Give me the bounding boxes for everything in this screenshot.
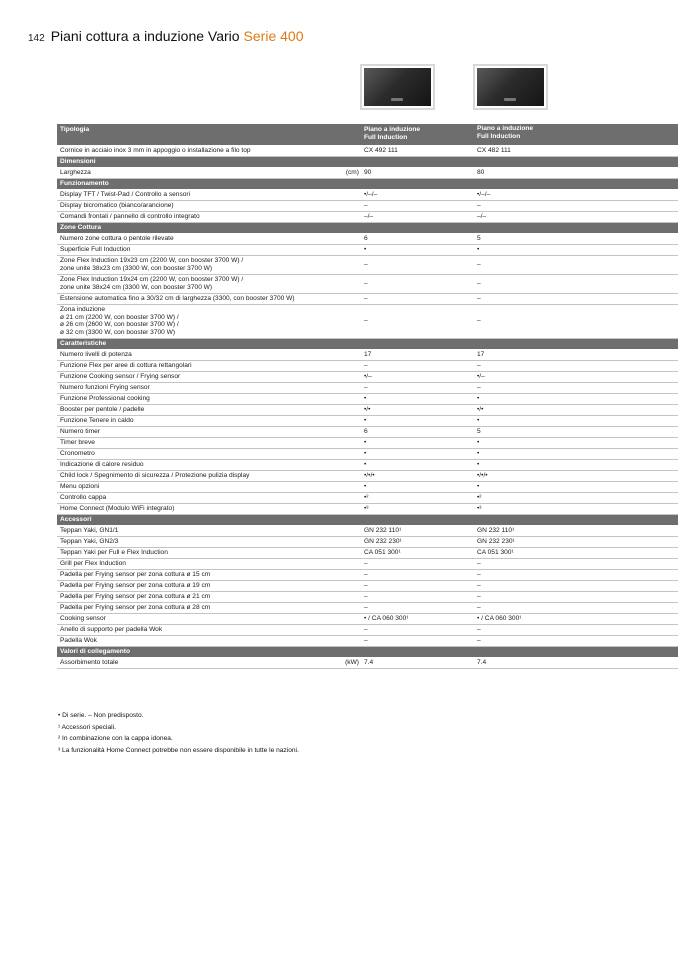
table-row <box>57 234 678 245</box>
row-label: Larghezza <box>60 169 91 177</box>
row-value-cx492: – <box>364 202 368 210</box>
row-value-cx492: – <box>364 294 368 302</box>
row-label: Padella per Frying sensor per zona cottura ø 15 cm <box>60 571 211 579</box>
row-value-cx492: •/• <box>364 406 371 414</box>
row-value-cx492: – <box>364 637 368 645</box>
row-value-cx492: 6 <box>364 235 368 243</box>
row-label: Funzione Tenere in caldo <box>60 417 134 425</box>
row-label: Assorbimento totale <box>60 659 119 667</box>
row-value-cx492: GN 232 110¹ <box>364 527 402 535</box>
table-row <box>57 614 678 625</box>
row-value-cx492: • <box>364 417 367 425</box>
row-value-cx482: • <box>477 483 480 491</box>
section-header: Valori di collegamento <box>57 647 678 658</box>
row-value-cx492: – <box>364 582 368 590</box>
row-value-cx492: • <box>364 461 367 469</box>
row-label: Funzione Cooking sensor / Frying sensor <box>60 373 181 381</box>
section-header: Funzionamento <box>57 179 678 190</box>
row-value-cx482: GN 232 110¹ <box>477 527 515 535</box>
row-value-cx492: – <box>364 384 368 392</box>
row-value-cx482: – <box>477 362 481 370</box>
page-number: 142 <box>28 33 45 44</box>
table-row <box>57 526 678 537</box>
row-label: Funzione Flex per aree di cottura rettangolari <box>60 362 192 370</box>
table-header <box>57 124 678 146</box>
row-value-cx482: 80 <box>477 169 485 177</box>
page-title: Piani cottura a induzione Vario <box>50 28 240 44</box>
table-row <box>57 449 678 460</box>
row-value-cx492: – <box>364 571 368 579</box>
row-label: Numero funzioni Frying sensor <box>60 384 150 392</box>
row-value-cx492: •³ <box>364 505 369 513</box>
row-value-cx482: – <box>477 571 481 579</box>
row-value-cx492: •/•/• <box>364 472 375 480</box>
row-label: Cooking sensor <box>60 615 106 623</box>
table-row <box>57 146 678 157</box>
page-header <box>28 28 303 44</box>
row-label: Estensione automatica fino a 30/32 cm di larghezza (3300, con booster 3700 W) <box>60 294 295 302</box>
row-value-cx492: – <box>364 604 368 612</box>
row-value-cx492: •/–/– <box>364 191 378 199</box>
row-value-cx492: 6 <box>364 428 368 436</box>
row-value-cx492: GN 232 230¹ <box>364 538 402 546</box>
table-row <box>57 405 678 416</box>
table-row <box>57 190 678 201</box>
row-label: Numero zone cottura o pentole rilevate <box>60 235 174 243</box>
table-row <box>57 471 678 482</box>
header-label: Tipologia <box>60 126 90 133</box>
row-value-cx482: • / CA 060 300¹ <box>477 615 522 623</box>
table-row <box>57 212 678 223</box>
table-row <box>57 460 678 471</box>
row-label: Cronometro <box>60 450 95 458</box>
row-value-cx482: •³ <box>477 505 482 513</box>
row-value-cx492: – <box>364 317 368 325</box>
row-value-cx492: • <box>364 395 367 403</box>
table-row <box>57 537 678 548</box>
row-value-cx492: • <box>364 246 367 254</box>
table-row <box>57 294 678 305</box>
row-label: Anello di supporto per padella Wok <box>60 626 163 634</box>
row-value-cx492: •² <box>364 494 369 502</box>
row-label: Display bicromatico (bianco/arancione) <box>60 202 174 210</box>
row-label: Cornice in acciaio inox 3 mm in appoggio o installazione a filo top <box>60 147 251 155</box>
row-label: Display TFT / Twist-Pad / Controllo a sensori <box>60 191 191 199</box>
row-label: Numero timer <box>60 428 100 436</box>
row-value-cx482: • <box>477 450 480 458</box>
table-row <box>57 581 678 592</box>
row-value-cx482: •² <box>477 494 482 502</box>
row-value-cx492: CX 492 111 <box>364 147 398 155</box>
row-value-cx482: – <box>477 260 481 268</box>
table-row <box>57 383 678 394</box>
row-value-cx482: • <box>477 417 480 425</box>
table-row <box>57 427 678 438</box>
row-label: Padella per Frying sensor per zona cottura ø 28 cm <box>60 604 211 612</box>
row-label: Timer breve <box>60 439 95 447</box>
row-value-cx482: CX 482 111 <box>477 147 511 155</box>
row-value-cx482: – <box>477 560 481 568</box>
spec-table <box>57 124 678 669</box>
row-value-cx482: GN 232 230¹ <box>477 538 515 546</box>
table-row <box>57 245 678 256</box>
row-value-cx482: – <box>477 202 481 210</box>
row-value-cx492: – <box>364 260 368 268</box>
row-value-cx482: • <box>477 246 480 254</box>
row-value-cx492: – <box>364 626 368 634</box>
table-row <box>57 493 678 504</box>
row-value-cx482: 5 <box>477 428 481 436</box>
row-value-cx482: – <box>477 593 481 601</box>
row-label: Zone Flex Induction 19x23 cm (2200 W, con booster 3700 W) / zone unite 38x23 cm (3300 W, con booster 3700 W) <box>60 257 244 272</box>
row-value-cx492: •/– <box>364 373 372 381</box>
row-value-cx482: – <box>477 384 481 392</box>
row-value-cx482: – <box>477 294 481 302</box>
table-row <box>57 438 678 449</box>
product-image-cx482 <box>473 64 548 110</box>
row-label: Teppan Yaki, GN1/1 <box>60 527 119 535</box>
table-row <box>57 482 678 493</box>
row-value-cx482: •/–/– <box>477 191 491 199</box>
row-label: Controllo cappa <box>60 494 107 502</box>
row-label: Booster per pentole / padelle <box>60 406 145 414</box>
table-row <box>57 504 678 515</box>
row-label: Superficie Full Induction <box>60 246 131 254</box>
row-value-cx482: – <box>477 626 481 634</box>
table-row <box>57 548 678 559</box>
row-value-cx492: 17 <box>364 351 372 359</box>
table-row <box>57 570 678 581</box>
row-value-cx482: •/•/• <box>477 472 488 480</box>
header-col1: Piano a induzione Full Induction <box>364 126 421 141</box>
section-header: Caratteristiche <box>57 339 678 350</box>
row-value-cx482: – <box>477 317 481 325</box>
row-value-cx482: – <box>477 637 481 645</box>
table-row <box>57 361 678 372</box>
table-row <box>57 201 678 212</box>
row-value-cx492: – <box>364 593 368 601</box>
row-value-cx482: •/• <box>477 406 484 414</box>
table-row <box>57 256 678 275</box>
row-value-cx482: 5 <box>477 235 481 243</box>
row-value-cx482: – <box>477 582 481 590</box>
row-value-cx492: • <box>364 450 367 458</box>
row-label: Padella per Frying sensor per zona cottura ø 19 cm <box>60 582 211 590</box>
header-col2: Piano a induzione Full Induction <box>477 125 534 140</box>
table-row <box>57 168 678 179</box>
row-value-cx482: • <box>477 439 480 447</box>
row-value-cx482: – <box>477 604 481 612</box>
row-value-cx482: CA 051 300¹ <box>477 549 514 557</box>
row-label: Funzione Professional cooking <box>60 395 150 403</box>
table-row <box>57 372 678 383</box>
row-value-cx492: – <box>364 279 368 287</box>
table-row <box>57 275 678 294</box>
row-value-cx492: – <box>364 362 368 370</box>
row-label: Indicazione di calore residuo <box>60 461 144 469</box>
row-label: Numero livelli di potenza <box>60 351 132 359</box>
row-value-cx492: • <box>364 439 367 447</box>
row-value-cx492: • <box>364 483 367 491</box>
table-row <box>57 305 678 340</box>
legend-line: ² In combinazione con la cappa idonea. <box>58 735 173 742</box>
table-row <box>57 394 678 405</box>
table-row <box>57 636 678 647</box>
row-label: Zone Flex Induction 19x24 cm (2200 W, con booster 3700 W) / zone unite 38x24 cm (3300 W, con booster 3700 W) <box>60 275 244 291</box>
table-row <box>57 625 678 636</box>
row-label: Home Connect (Modulo WiFi integrato) <box>60 505 175 513</box>
row-value-cx492: –/– <box>364 213 374 221</box>
row-value-cx492: CA 051 300¹ <box>364 549 401 557</box>
row-label: Child lock / Spegnimento di sicurezza / Protezione pulizia display <box>60 472 250 480</box>
row-value-cx492: – <box>364 560 368 568</box>
row-label: Padella Wok <box>60 637 97 645</box>
row-value-cx482: – <box>477 279 481 287</box>
table-row <box>57 559 678 570</box>
row-value-cx482: •/– <box>477 373 485 381</box>
row-label: Comandi frontali / pannello di controllo integrato <box>60 213 200 221</box>
table-row <box>57 416 678 427</box>
product-image-cx492 <box>360 64 435 110</box>
section-header: Dimensioni <box>57 157 678 168</box>
row-value-cx482: 17 <box>477 351 485 359</box>
legend-line: ¹ Accessori speciali. <box>58 723 116 731</box>
table-row <box>57 592 678 603</box>
table-row <box>57 658 678 669</box>
legend <box>58 710 299 756</box>
row-value-cx482: 7.4 <box>477 659 487 667</box>
row-value-cx482: • <box>477 461 480 469</box>
row-unit: (cm) <box>345 169 359 177</box>
row-value-cx492: • / CA 060 300¹ <box>364 615 409 623</box>
row-value-cx492: 7.4 <box>364 659 374 667</box>
table-row <box>57 603 678 614</box>
legend-line: • Di serie. – Non predisposto. <box>58 712 144 719</box>
section-header: Zone Cottura <box>57 223 678 234</box>
legend-line: ³ La funzionalità Home Connect potrebbe non essere disponibile in tutte le nazioni. <box>58 746 299 754</box>
row-label: Menu opzioni <box>60 483 100 491</box>
page-title-series: Serie 400 <box>243 28 304 44</box>
row-label: Teppan Yaki, GN2/3 <box>60 538 119 546</box>
table-row <box>57 350 678 361</box>
row-unit: (kW) <box>345 659 359 667</box>
row-value-cx482: • <box>477 395 480 403</box>
row-label: Padella per Frying sensor per zona cottura ø 21 cm <box>60 593 211 601</box>
row-value-cx492: 90 <box>364 169 372 177</box>
section-header: Accessori <box>57 515 678 526</box>
row-label: Zona induzione ø 21 cm (2200 W, con booster 3700 W) / ø 26 cm (2600 W, con booster 3700 W) / ø 32 cm (3300 W, con booster 3700 W) <box>60 305 179 337</box>
row-label: Teppan Yaki per Full e Flex Induction <box>60 549 168 557</box>
row-value-cx482: –/– <box>477 213 487 221</box>
row-label: Grill per Flex Induction <box>60 560 126 568</box>
